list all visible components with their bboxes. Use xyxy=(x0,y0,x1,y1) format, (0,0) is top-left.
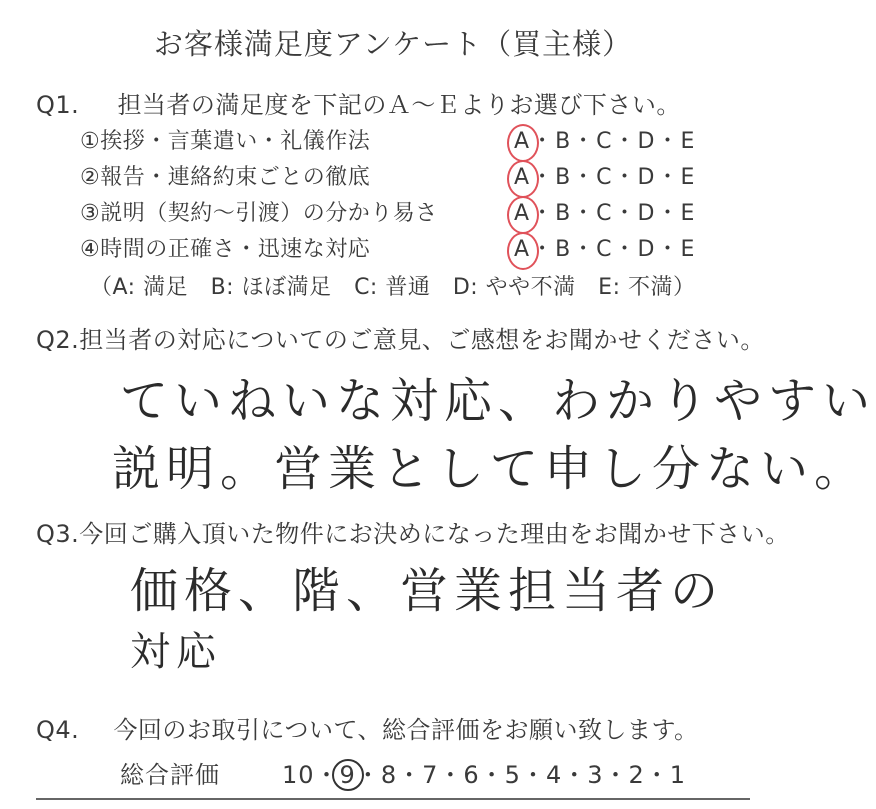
q4-label: Q4. xyxy=(36,716,80,744)
q4-text: 今回のお取引について、総合評価をお願い致します。 xyxy=(113,716,699,744)
score-1: 1 xyxy=(669,761,687,789)
q1-item-4-grades xyxy=(514,232,696,263)
red-circle-mark xyxy=(507,124,539,162)
q3-text: 今回ご購入頂いた物件にお決めになった理由をお聞かせ下さい。 xyxy=(79,520,790,548)
q1-item-3-grades xyxy=(514,196,696,227)
score-9-selected xyxy=(340,761,356,789)
q2-answer-line-1: ていねいな対応、わかりやすい xyxy=(120,373,876,429)
red-circle-mark xyxy=(507,232,539,270)
score-3: 3 xyxy=(587,761,604,789)
q2-heading xyxy=(36,320,765,355)
q1-heading xyxy=(36,85,681,120)
bottom-rule xyxy=(36,798,750,800)
grade-a-selected: A xyxy=(514,201,531,226)
score-5: 5 xyxy=(504,761,521,789)
red-circle-mark xyxy=(507,160,539,198)
q1-label: Q1. xyxy=(36,91,80,119)
q3-label: Q3. xyxy=(36,520,80,548)
score-label: 総合評価 xyxy=(120,761,220,789)
q1-text: 担当者の満足度を下記のＡ〜Ｅよりお選び下さい。 xyxy=(117,91,681,119)
grade-a-selected: A xyxy=(514,165,531,190)
q3-answer-line-1: 価格、階、営業担当者の xyxy=(130,563,725,619)
q2-text: 担当者の対応についてのご意見、ご感想をお聞かせください。 xyxy=(79,326,765,354)
q1-item-3: ③説明（契約〜引渡）の分かり易さ xyxy=(80,201,438,226)
q2-label: Q2. xyxy=(36,326,80,354)
score-2: 2 xyxy=(628,761,645,789)
score-scale: 10・9 ・8・7・6・5・4・3・2・1 xyxy=(282,761,687,789)
survey-title: お客様満足度アンケート（買主様） xyxy=(153,27,633,61)
grade-rest: ・B・C・D・E xyxy=(531,129,697,154)
red-circle-mark xyxy=(507,196,539,234)
score-9: 9 xyxy=(339,761,356,789)
score-4: 4 xyxy=(545,761,563,789)
q1-item-2-grades xyxy=(514,160,696,191)
grade-a-selected: A xyxy=(514,129,531,154)
score-10: 10 xyxy=(282,761,315,789)
q3-heading xyxy=(36,514,790,549)
q1-item-1-grades xyxy=(514,124,696,155)
grade-rest: ・B・C・D・E xyxy=(531,237,697,262)
grade-legend: （A: 満足 B: ほぼ満足 C: 普通 D: やや不満 E: 不満） xyxy=(90,275,696,300)
score-circle-mark xyxy=(332,759,364,791)
q1-item-1: ①挨拶・言葉遣い・礼儀作法 xyxy=(80,129,371,154)
q1-item-2: ②報告・連絡約束ごとの徹底 xyxy=(80,165,371,190)
q3-answer-line-2: 対応 xyxy=(130,629,222,675)
grade-rest: ・B・C・D・E xyxy=(531,165,697,190)
score-7: 7 xyxy=(422,761,439,789)
grade-rest: ・B・C・D・E xyxy=(531,201,697,226)
q1-item-4: ④時間の正確さ・迅速な対応 xyxy=(80,237,371,262)
score-6: 6 xyxy=(463,761,480,789)
score-8: 8 xyxy=(380,761,398,789)
grade-a-selected: A xyxy=(514,237,531,262)
q2-answer-line-2: 説明。営業として申し分ない。 xyxy=(112,441,869,497)
q4-heading xyxy=(36,710,699,745)
